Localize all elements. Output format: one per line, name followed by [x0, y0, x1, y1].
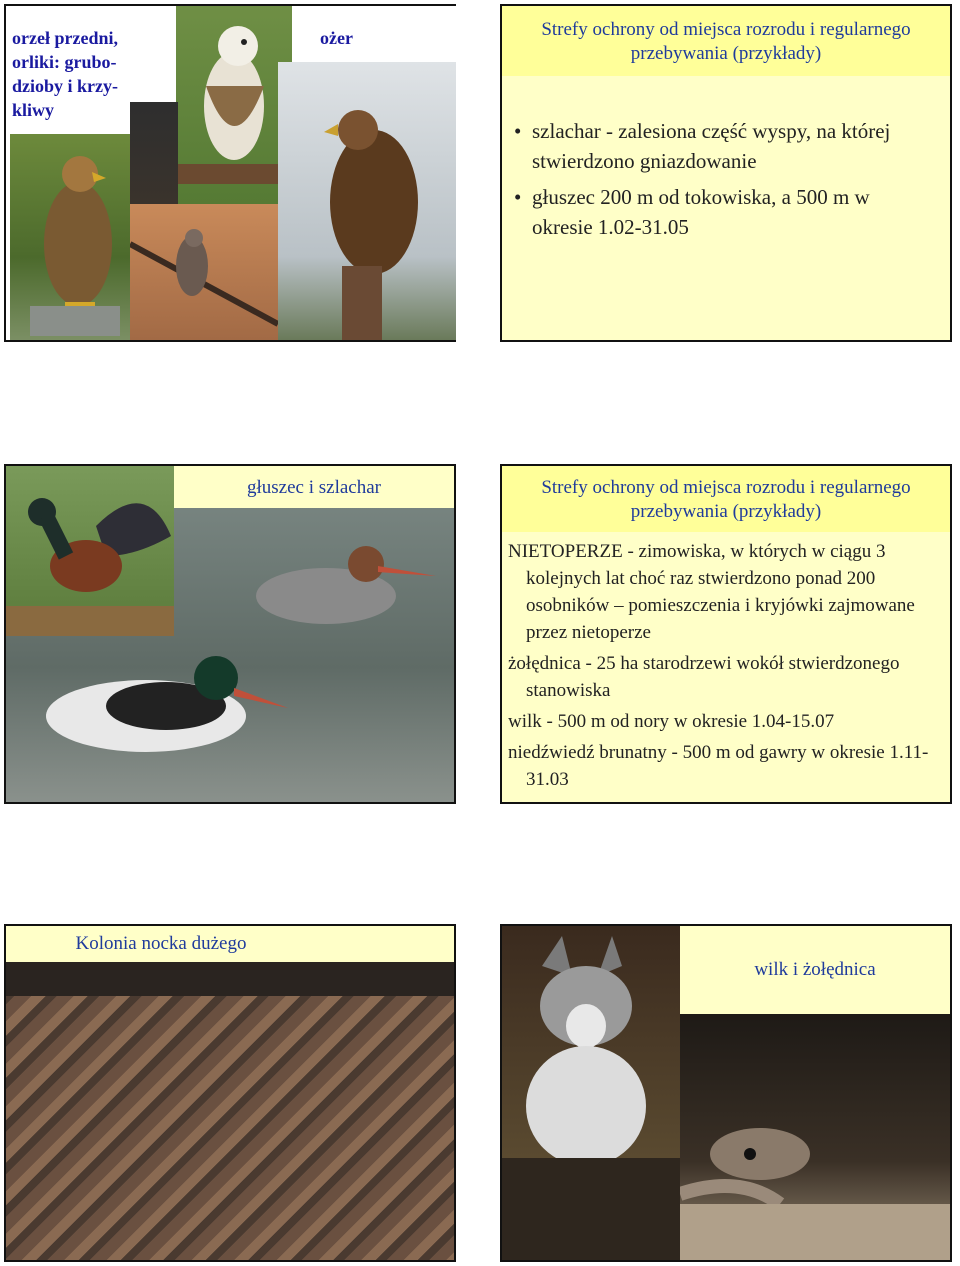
capercaillie-photo	[6, 466, 174, 636]
zones-2-title: Strefy ochrony od miejsca rozrodu i regularnego przebywania (przykłady)	[541, 477, 911, 522]
buzzard-illustration	[130, 204, 278, 340]
eagle-photo-right	[278, 62, 456, 340]
zone-item-wolf: wilk - 500 m od nory w okresie 1.04-15.07	[508, 711, 835, 732]
zones-2-list	[508, 538, 940, 793]
capercaillie-illustration	[6, 466, 174, 636]
wolf-label: wilk i żołędnica	[754, 959, 876, 980]
bullet-item: • szlachar - zalesiona część wyspy, na której stwierdzono gniazdowanie	[512, 116, 932, 176]
slide-raptors	[4, 4, 456, 342]
wolf-photo	[502, 926, 680, 1158]
slide-zones-2	[500, 464, 952, 804]
eagle-right-illustration	[278, 62, 456, 340]
raptors-label-right-box	[292, 6, 456, 62]
capercaillie-title: głuszec i szlachar	[247, 477, 381, 498]
kite-illustration	[176, 6, 294, 206]
zones-1-title: Strefy ochrony od miejsca rozrodu i regularnego przebywania (przykłady)	[541, 19, 911, 64]
wolf-illustration	[502, 926, 680, 1158]
bat-colony-photo	[6, 962, 454, 1260]
raptors-label-right: ożer	[320, 28, 353, 48]
dormouse-illustration	[680, 1014, 950, 1260]
slide-wolf	[500, 924, 952, 1262]
zone-item-bear: niedźwiedź brunatny - 500 m od gawry w okresie 1.11-31.03	[508, 742, 929, 790]
slide-bats	[4, 924, 456, 1262]
beam-top	[6, 962, 454, 996]
kite-photo	[176, 6, 294, 206]
zones-1-bullets	[512, 116, 932, 242]
zone-item-bats: NIETOPERZE - zimowiska, w których w ciągu 3 kolejnych lat choć raz stwierdzono ponad 200 osobników – pomieszczenia i kryjówki zajmowane przez nietoperze	[508, 541, 915, 643]
slide-zones-1	[500, 4, 952, 342]
dormouse-photo	[680, 1014, 950, 1260]
bats-title: Kolonia nocka dużego	[75, 933, 247, 954]
raptors-label-left: orzeł przedni, orliki: grubo-dzioby i krzy-kliwy	[12, 28, 118, 120]
buzzard-photo	[130, 204, 278, 340]
eagle-photo-left	[10, 134, 132, 340]
zone-item-dormouse: żołędnica - 25 ha starodrzewi wokół stwierdzonego stanowiska	[508, 653, 900, 701]
eagle-illustration	[10, 134, 132, 340]
slide-capercaillie	[4, 464, 456, 804]
bullet-item: • głuszec 200 m od tokowiska, a 500 m w okresie 1.02-31.05	[512, 182, 932, 242]
